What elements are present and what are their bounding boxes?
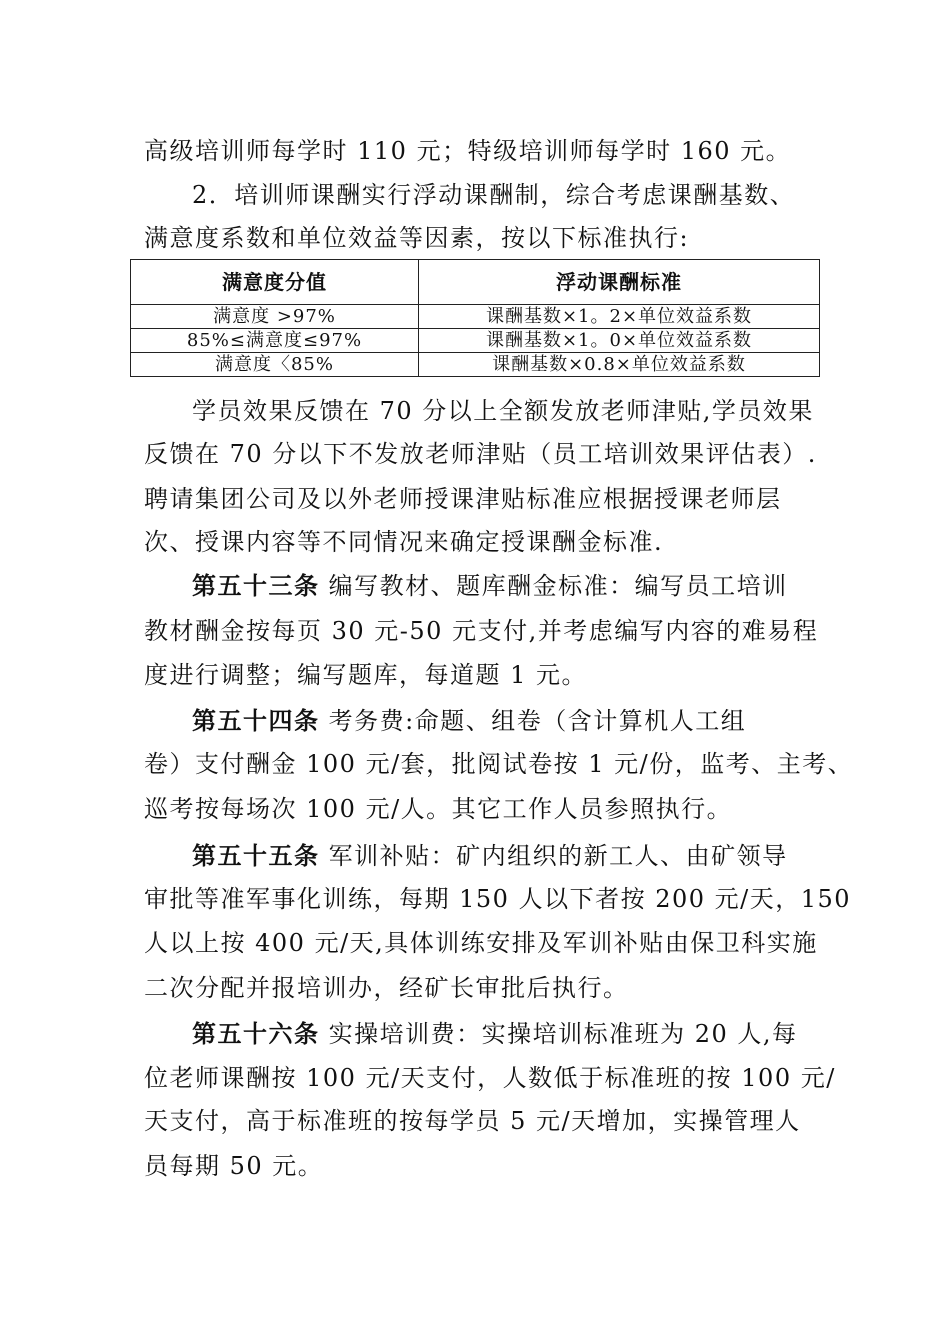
- table-header-row: [131, 260, 820, 305]
- paragraph-line: 审批等准军事化训练，每期 150 人以下者按 200 元/天，150: [144, 885, 852, 913]
- table-row: [131, 353, 820, 377]
- paragraph-line: 度进行调整；编写题库，每道题 1 元。: [144, 661, 588, 689]
- table-cell: 85%≤满意度≤97%: [131, 329, 419, 353]
- article-56-text: 实操培训费：实操培训标准班为 20 人,每: [319, 1020, 798, 1048]
- paragraph-line: 聘请集团公司及以外老师授课津贴标准应根据授课老师层: [144, 485, 782, 513]
- article-54-line: [192, 699, 872, 743]
- article-53-text: 编写教材、题库酬金标准：编写员工培训: [319, 572, 788, 600]
- article-55-line: [192, 834, 872, 878]
- table-cell: 课酬基数×0.8×单位效益系数: [419, 353, 820, 377]
- table-cell: 课酬基数×1。0×单位效益系数: [419, 329, 820, 353]
- article-55-text: 军训补贴：矿内组织的新工人、由矿领导: [319, 842, 788, 870]
- paragraph-line: 高级培训师每学时 110 元；特级培训师每学时 160 元。: [144, 137, 792, 165]
- paragraph-line: 2．培训师课酬实行浮动课酬制，综合考虑课酬基数、: [192, 181, 796, 209]
- table-cell: 满意度〈85%: [131, 353, 419, 377]
- paragraph-line: 人以上按 400 元/天,具体训练安排及军训补贴由保卫科实施: [144, 929, 818, 957]
- paragraph-line: 反馈在 70 分以下不发放老师津贴（员工培训效果评估表）.: [144, 440, 817, 468]
- table-row: [131, 305, 820, 329]
- paragraph-line: 员每期 50 元。: [144, 1152, 324, 1180]
- table-header-cell: 满意度分值: [131, 260, 419, 305]
- paragraph-line: 满意度系数和单位效益等因素，按以下标准执行:: [144, 224, 690, 252]
- paragraph-line: 二次分配并报培训办，经矿长审批后执行。: [144, 974, 629, 1002]
- paragraph-line: 巡考按每场次 100 元/人。其它工作人员参照执行。: [144, 795, 733, 823]
- paragraph-line: 教材酬金按每页 30 元-50 元支付,并考虑编写内容的难易程: [144, 617, 819, 645]
- table-cell: 课酬基数×1。2×单位效益系数: [419, 305, 820, 329]
- paragraph-line: 天支付，高于标准班的按每学员 5 元/天增加，实操管理人: [144, 1107, 801, 1135]
- article-53-line: [192, 564, 872, 608]
- article-56-title: 第五十六条: [192, 1019, 320, 1048]
- article-56-line: [192, 1012, 872, 1056]
- table-cell: 满意度 >97%: [131, 305, 419, 329]
- table-header-cell: 浮动课酬标准: [419, 260, 820, 305]
- paragraph-line: 卷）支付酬金 100 元/套，批阅试卷按 1 元/份，监考、主考、: [144, 750, 854, 778]
- article-54-text: 考务费:命题、组卷（含计算机人工组: [319, 707, 747, 735]
- paragraph-line: 学员效果反馈在 70 分以上全额发放老师津贴,学员效果: [192, 397, 814, 425]
- article-54-title: 第五十四条: [192, 706, 320, 735]
- table-row: [131, 329, 820, 353]
- paragraph-line: 位老师课酬按 100 元/天支付，人数低于标准班的按 100 元/: [144, 1064, 836, 1092]
- article-53-title: 第五十三条: [192, 571, 320, 600]
- paragraph-line: 次、授课内容等不同情况来确定授课酬金标准.: [144, 528, 664, 556]
- pay-standard-table: [130, 259, 820, 377]
- article-55-title: 第五十五条: [192, 841, 320, 870]
